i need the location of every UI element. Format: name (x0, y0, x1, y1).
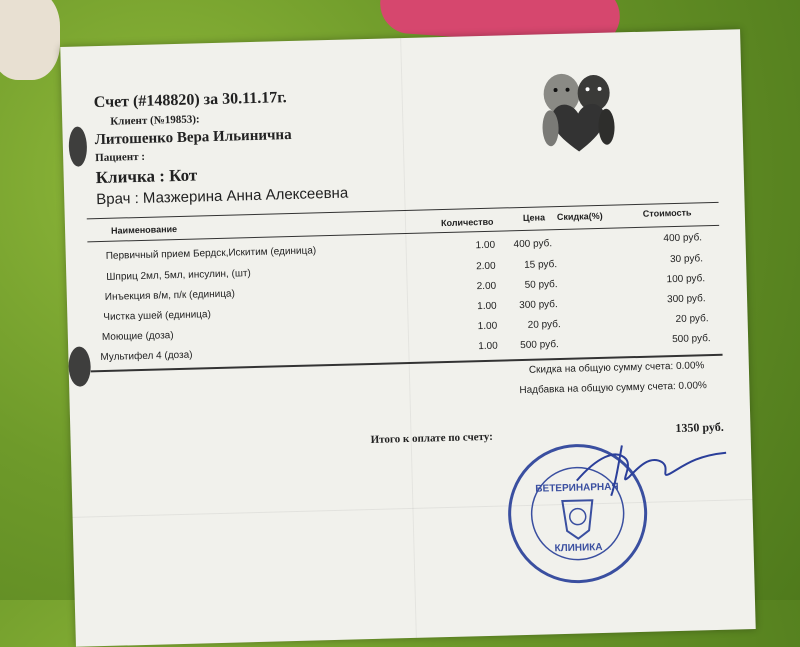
clinic-logo (535, 62, 621, 156)
row-qty: 1.00 (475, 239, 496, 252)
fold-line-vertical (400, 38, 417, 638)
row-price: 300 руб. (519, 299, 558, 312)
row-price: 50 руб. (524, 279, 558, 291)
row-cost: 30 руб. (669, 253, 704, 266)
handwritten-signature (566, 434, 738, 498)
total-label: Итого к оплате по счету: (370, 430, 494, 447)
row-name: Мультифел 4 (доза) (100, 349, 193, 364)
row-price: 500 руб. (520, 339, 559, 352)
row-cost: 100 руб. (666, 273, 706, 286)
header-quantity: Количество (440, 216, 494, 229)
row-price: 20 руб. (527, 319, 561, 331)
header-price: Цена (522, 212, 546, 223)
row-cost: 300 руб. (666, 293, 706, 306)
stamp-bottom-text: КЛИНИКА (554, 541, 603, 555)
client-name: Литошенко Вера Ильинична (94, 126, 292, 149)
row-name: Моющие (доза) (101, 330, 174, 344)
row-qty: 1.00 (477, 300, 497, 313)
row-name: Инъекция в/м, п/к (единица) (104, 288, 236, 303)
discount-note: Скидка на общую сумму счета: 0.00% (528, 360, 705, 376)
row-qty: 2.00 (476, 280, 497, 293)
patient-label: Пациент : (95, 150, 146, 165)
header-name: Наименование (110, 224, 178, 236)
row-name: Первичный прием Бердск,Искитим (единица) (105, 245, 317, 262)
row-cost: 500 руб. (671, 333, 711, 346)
black-marker-mark (68, 126, 87, 166)
fur-background (0, 0, 60, 80)
row-price: 400 руб. (513, 238, 553, 251)
header-discount: Скидка(%) (556, 210, 603, 223)
markup-note: Надбавка на общую сумму счета: 0.00% (519, 380, 707, 397)
row-cost: 20 руб. (675, 313, 709, 325)
receipt-document (60, 29, 755, 647)
row-qty: 1.00 (477, 320, 498, 333)
client-label: Клиент (№19853): (110, 113, 200, 128)
table-header-rule (87, 225, 719, 243)
invoice-title: Счет (#148820) за 30.11.17г. (93, 89, 287, 112)
header-cost: Стоимость (642, 207, 692, 219)
row-name: Шприц 2мл, 5мл, инсулин, (шт) (106, 268, 251, 283)
row-qty: 2.00 (476, 260, 496, 273)
row-name: Чистка ушей (единица) (103, 309, 212, 323)
row-cost: 400 руб. (663, 232, 703, 245)
total-value: 1350 руб. (675, 419, 724, 436)
row-price: 15 руб. (523, 259, 558, 271)
row-qty: 1.00 (478, 340, 498, 353)
pet-name: Кличка : Кот (95, 165, 198, 188)
stamp-top-text: ВЕТЕРИНАРНАЯ (535, 481, 619, 495)
doctor-name: Врач : Мазжерина Анна Алексеевна (96, 184, 349, 209)
black-marker-mark (68, 346, 91, 387)
